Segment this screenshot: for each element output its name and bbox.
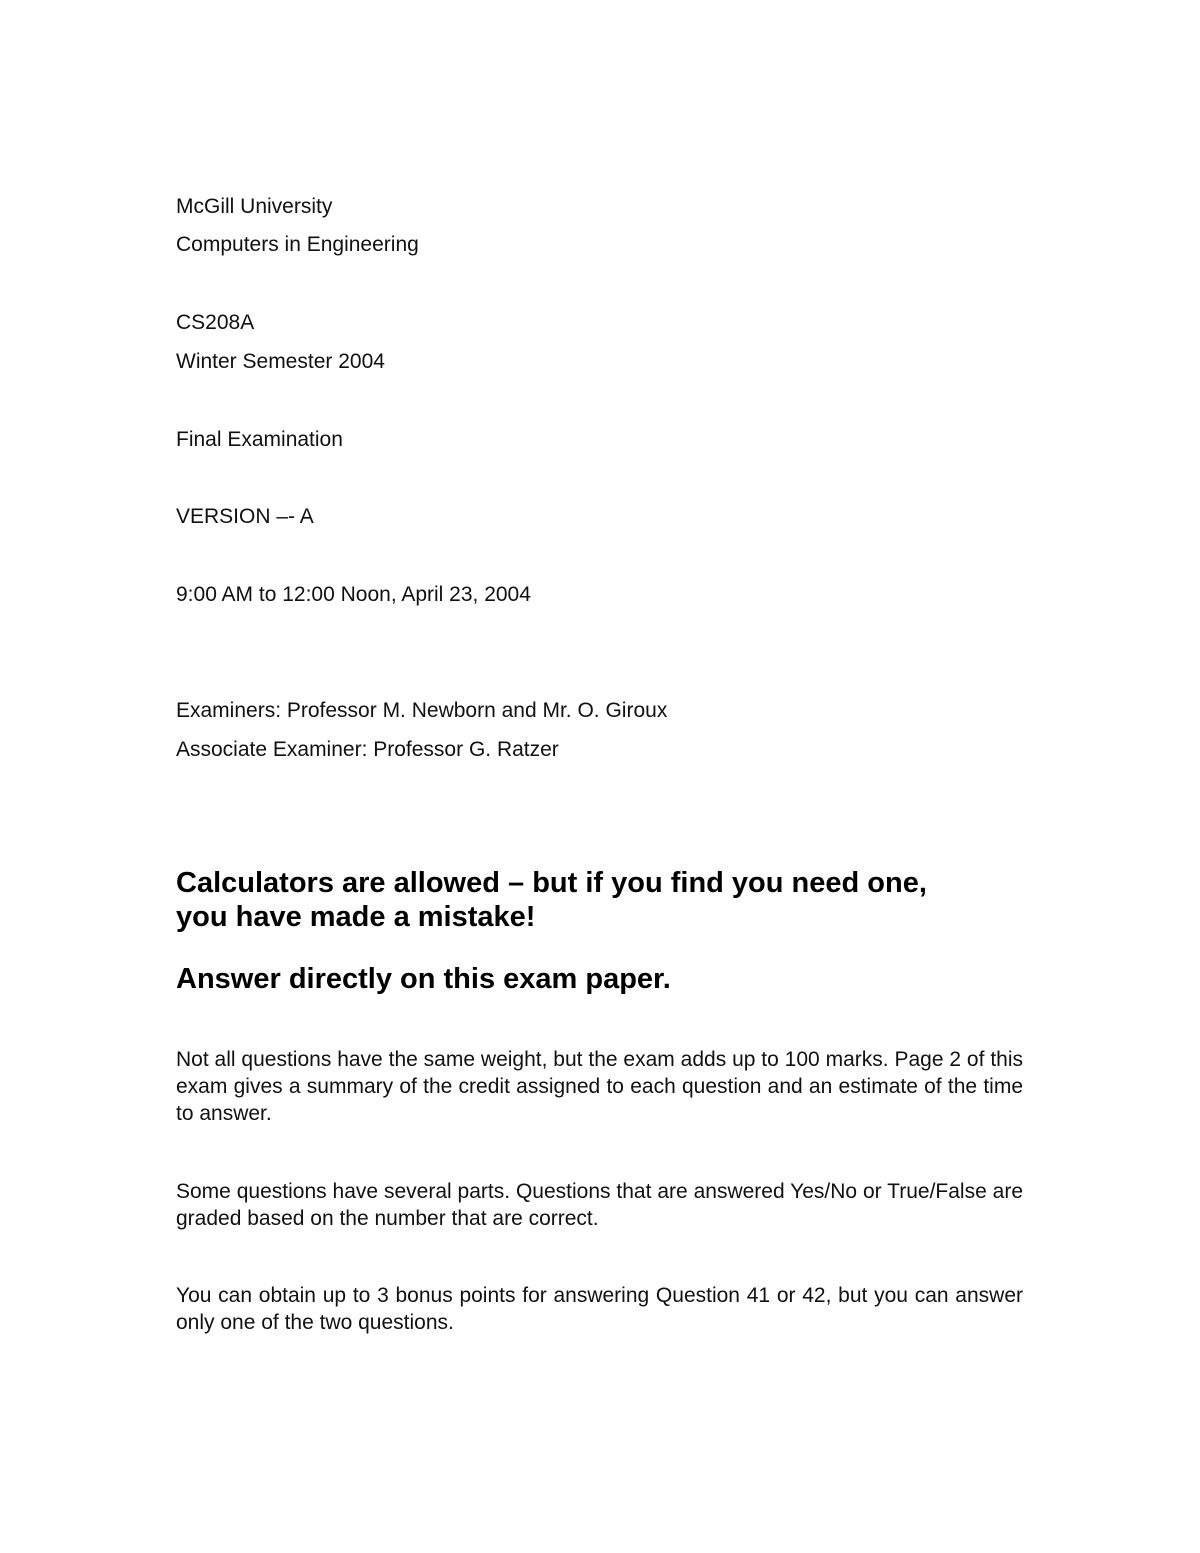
department-name: Computers in Engineering (176, 233, 419, 256)
semester: Winter Semester 2004 (176, 350, 385, 373)
university-name: McGill University (176, 195, 333, 218)
examiners: Examiners: Professor M. Newborn and Mr. O. Giroux (176, 699, 668, 722)
exam-version: VERSION –- A (176, 505, 314, 528)
calculator-notice-line2: you have made a mistake! (176, 901, 536, 933)
calculator-notice-line1: Calculators are allowed – but if you find you need one, (176, 867, 927, 899)
exam-time: 9:00 AM to 12:00 Noon, April 23, 2004 (176, 583, 531, 606)
instruction-paragraph-parts: Some questions have several parts. Questions that are answered Yes/No or True/False are graded based on the number that are correct. (176, 1180, 1023, 1230)
instruction-paragraph-bonus: You can obtain up to 3 bonus points for answering Question 41 or 42, but you can answer only one of the two questions. (176, 1284, 1023, 1334)
exam-title: Final Examination (176, 428, 343, 451)
instruction-paragraph-weights: Not all questions have the same weight, but the exam adds up to 100 marks. Page 2 of this exam gives a summary of the credit assigned to each question and an estimate of the time to answer. (176, 1048, 1023, 1125)
associate-examiner: Associate Examiner: Professor G. Ratzer (176, 738, 559, 761)
answer-notice: Answer directly on this exam paper. (176, 963, 671, 995)
course-code: CS208A (176, 311, 255, 334)
